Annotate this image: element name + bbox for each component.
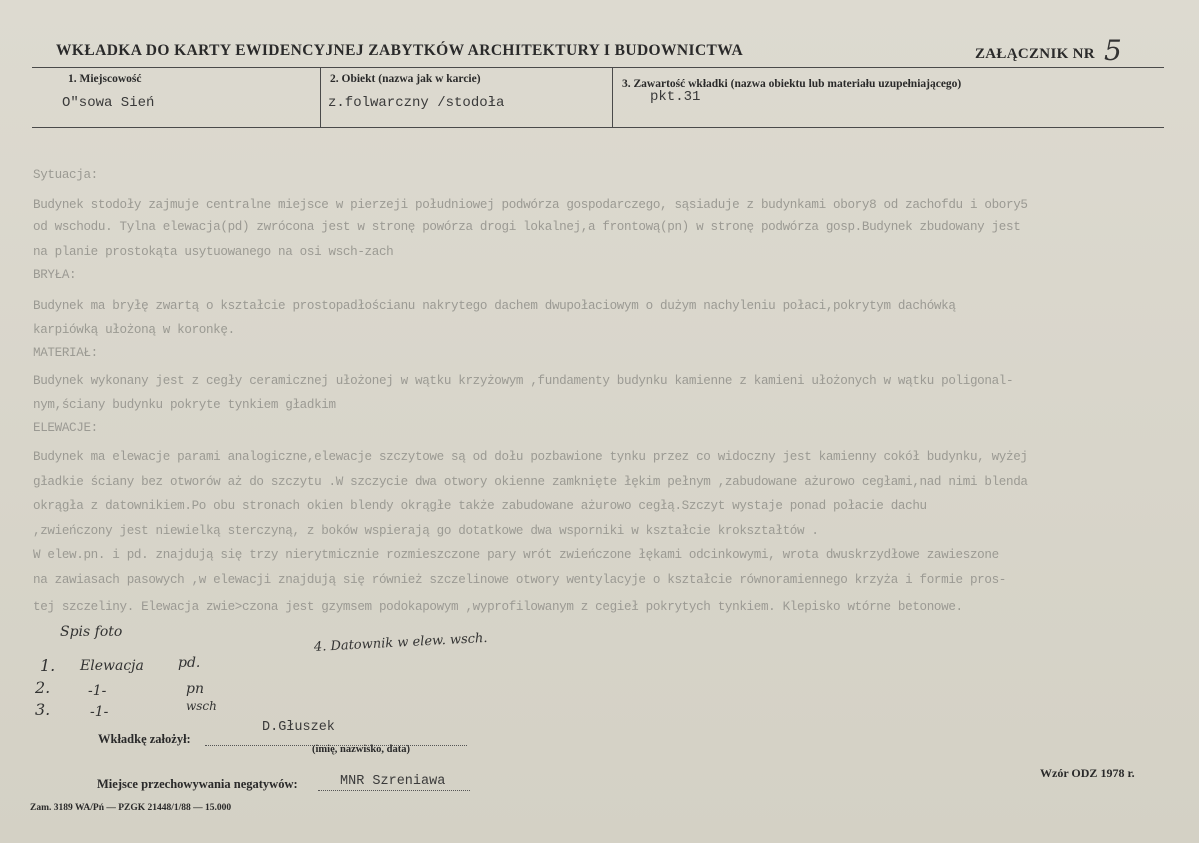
- print-code: Zam. 3189 WA/Pń — PZGK 21448/1/88 — 15.000: [30, 803, 232, 813]
- photo-item-number: 3.: [35, 700, 51, 719]
- storage-label: Miejsce przechowywania negatywów:: [97, 777, 298, 791]
- section-heading: ELEWACJE:: [33, 421, 98, 435]
- photo-list-heading: Spis foto: [60, 624, 123, 640]
- storage-value: MNR Szreniawa: [340, 774, 446, 789]
- attachment-number: 5: [1104, 34, 1122, 67]
- body-line: Budynek stodoły zajmuje centralne miejsce w pierzeji południowej podwórza gospodarczego, sąsiaduje z budynkami obory8 od zachofdu i obory5: [33, 198, 1028, 212]
- column-value-content: pkt.31: [650, 89, 701, 105]
- document-title: WKŁADKA DO KARTY EWIDENCYJNEJ ZABYTKÓW ARCHITEKTURY I BUDOWNICTWA: [56, 42, 744, 59]
- column-value-object: z.folwarczny /stodoła: [328, 95, 505, 111]
- table-top-rule: [32, 67, 1164, 68]
- photo-item-text: -1-: [88, 683, 107, 699]
- photo-item-direction: pn: [186, 681, 204, 697]
- author-label: Wkładkę założył:: [98, 732, 191, 746]
- author-value: D.Głuszek: [262, 720, 335, 735]
- body-line: na planie prostokąta usytuowanego na osi wsch-zach: [33, 245, 394, 259]
- photo-item-direction: pd.: [178, 655, 201, 671]
- body-line: na zawiasach pasowych ,w elewacji znajdują się również szczelinowe otwory wentylacyje o kształcie równoramiennego krzyża i formie pros-: [33, 573, 1007, 587]
- body-line: Sytuacja:: [33, 168, 98, 182]
- photo-item-4: 4. Datownik w elew. wsch.: [313, 630, 488, 655]
- section-heading: BRYŁA:: [33, 268, 77, 282]
- body-line: nym,ściany budynku pokryte tynkiem gładkim: [33, 398, 336, 412]
- body-line: ,zwieńczony jest niewielką sterczyną, z boków wspierają go dotatkowe dwa wsporniki w kształcie krokształtów .: [33, 524, 819, 538]
- body-line: Budynek wykonany jest z cegły ceramicznej ułożonej w wątku krzyżowym ,fundamenty budynku kamienne z kamieni ułożonych w wątku poligonal-: [33, 374, 1014, 388]
- body-line: od wschodu. Tylna elewacja(pd) zwrócona jest w stronę powórza drogi lokalnej,a frontową(pn) w stronę podwórza gosp.Budynek zbudowany jest: [33, 220, 1021, 234]
- column-heading-object: 2. Obiekt (nazwa jak w karcie): [330, 73, 481, 85]
- body-line: W elew.pn. i pd. znajdują się trzy nierytmicznie rozmieszczone pary wrót zwieńczone łękami odcinkowymi, wrota dwuskrzydłowe zawieszone: [33, 548, 999, 562]
- photo-item-direction: wsch: [186, 699, 217, 713]
- body-line: Budynek ma bryłę zwartą o kształcie prostopadłościanu nakrytego dachem dwupołaciowym o dużym nachyleniu połaci,pokrytym dachówką: [33, 299, 956, 313]
- storage-field-line: [318, 790, 470, 791]
- template-version: Wzór ODZ 1978 r.: [1040, 766, 1135, 780]
- photo-item-number: 1.: [40, 656, 56, 675]
- photo-item-text: Elewacja: [80, 658, 144, 674]
- column-heading-content: 3. Zawartość wkładki (nazwa obiektu lub materiału uzupełniającego): [622, 78, 962, 90]
- body-line: tej szczeliny. Elewacja zwie>czona jest gzymsem podokapowym ,wyprofilowanym z cegieł pokrytych tynkiem. Klepisko wtórne betonowe.: [33, 600, 963, 614]
- body-line: okrągła z datownikiem.Po obu stronach okien blendy okrągłe także zabudowane ażurowo cegłą.Szczyt wystaje ponad połacie dachu: [33, 499, 927, 513]
- photo-item-number: 2.: [35, 678, 51, 697]
- photo-item-text: -1-: [90, 704, 109, 720]
- column-divider-1: [320, 67, 321, 127]
- column-value-locality: O"sowa Sień: [62, 95, 155, 111]
- table-bottom-rule: [32, 127, 1164, 128]
- author-caption: (imię, nazwisko, data): [312, 744, 410, 755]
- column-divider-2: [612, 67, 613, 127]
- body-line: gładkie ściany bez otworów aż do szczytu .W szczycie dwa otwory okienne zamknięte łękim pełnym ,zabudowane ażurowo cegłami,nad nimi blenda: [33, 475, 1028, 489]
- section-heading: MATERIAŁ:: [33, 346, 98, 360]
- body-line: Budynek ma elewacje parami analogiczne,elewacje szczytowe są od dołu pozbawione tynku przez co widoczny jest kamienny cokół budynku, wyżej: [33, 450, 1028, 464]
- attachment-label: ZAŁĄCZNIK NR: [975, 46, 1095, 62]
- body-line: karpiówką ułożoną w koronkę.: [33, 323, 235, 337]
- column-heading-locality: 1. Miejscowość: [68, 73, 142, 85]
